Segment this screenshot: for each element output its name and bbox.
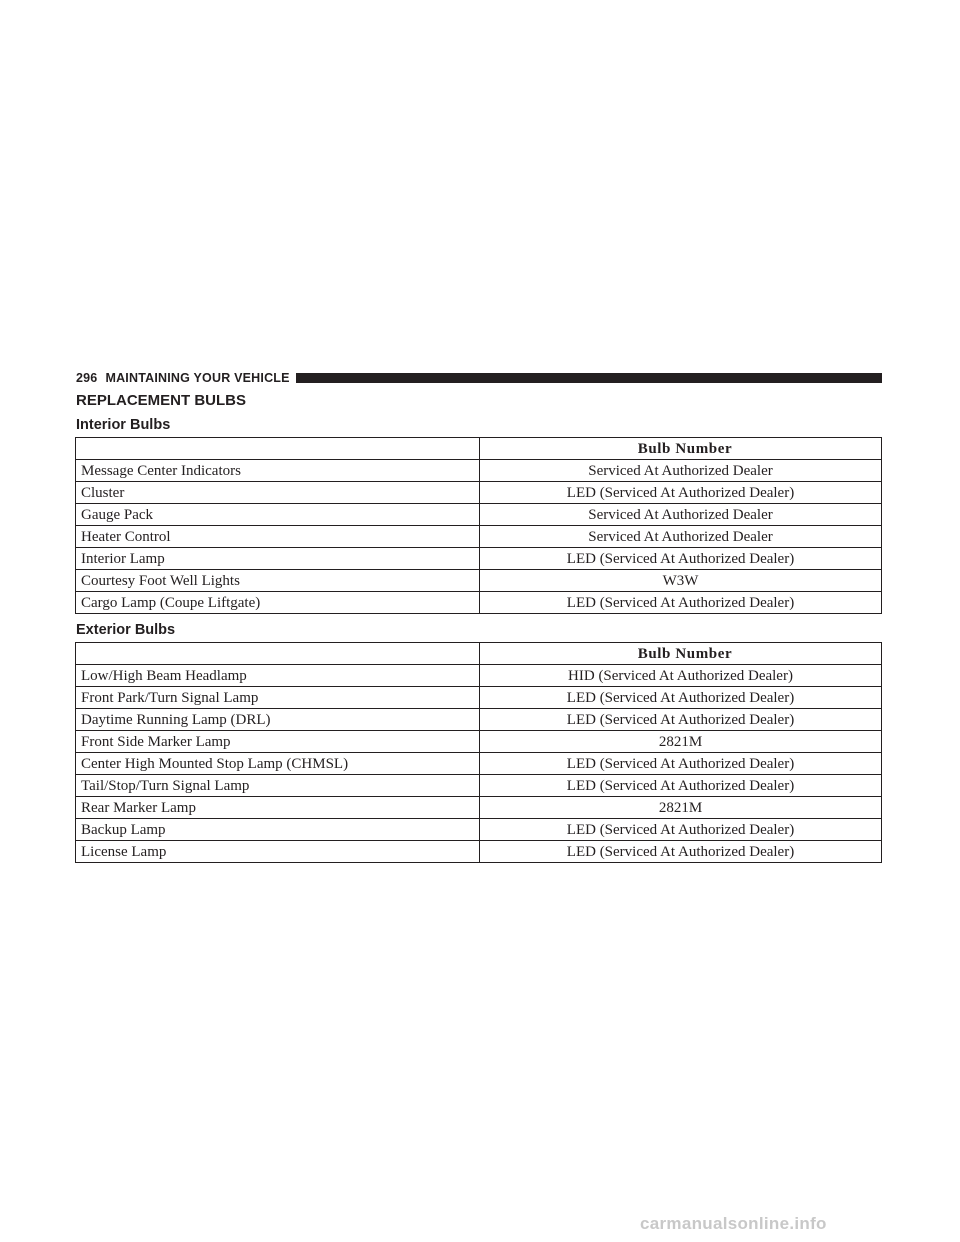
- lamp-name-cell: Courtesy Foot Well Lights: [76, 570, 480, 592]
- page-header: [76, 370, 882, 386]
- table-header-row: [76, 643, 882, 665]
- table-row: [76, 797, 882, 819]
- bulb-number-cell: LED (Serviced At Authorized Dealer): [480, 841, 882, 863]
- lamp-name-cell: Low/High Beam Headlamp: [76, 665, 480, 687]
- exterior-bulbs-table: [75, 642, 882, 863]
- bulb-number-cell: Serviced At Authorized Dealer: [480, 460, 882, 482]
- lamp-name-cell: Center High Mounted Stop Lamp (CHMSL): [76, 753, 480, 775]
- table-row: [76, 753, 882, 775]
- table-row: [76, 819, 882, 841]
- bulb-number-cell: LED (Serviced At Authorized Dealer): [480, 482, 882, 504]
- table-header-bulb-number: Bulb Number: [480, 643, 882, 665]
- exterior-bulbs-heading: Exterior Bulbs: [76, 622, 176, 638]
- table-row: [76, 460, 882, 482]
- table-row: [76, 526, 882, 548]
- table-header-bulb-number: Bulb Number: [480, 438, 882, 460]
- bulb-number-cell: HID (Serviced At Authorized Dealer): [480, 665, 882, 687]
- lamp-name-cell: Cluster: [76, 482, 480, 504]
- bulb-number-cell: LED (Serviced At Authorized Dealer): [480, 775, 882, 797]
- lamp-name-cell: Message Center Indicators: [76, 460, 480, 482]
- bulb-number-cell: LED (Serviced At Authorized Dealer): [480, 548, 882, 570]
- bulb-number-cell: LED (Serviced At Authorized Dealer): [480, 687, 882, 709]
- table-header-empty: [76, 438, 480, 460]
- lamp-name-cell: Front Side Marker Lamp: [76, 731, 480, 753]
- lamp-name-cell: Front Park/Turn Signal Lamp: [76, 687, 480, 709]
- table-row: [76, 775, 882, 797]
- lamp-name-cell: Tail/Stop/Turn Signal Lamp: [76, 775, 480, 797]
- page-number: 296: [76, 371, 98, 385]
- table-row: [76, 504, 882, 526]
- bulb-number-cell: LED (Serviced At Authorized Dealer): [480, 819, 882, 841]
- lamp-name-cell: Cargo Lamp (Coupe Liftgate): [76, 592, 480, 614]
- lamp-name-cell: Daytime Running Lamp (DRL): [76, 709, 480, 731]
- table-header-row: [76, 438, 882, 460]
- section-title: MAINTAINING YOUR VEHICLE: [105, 371, 290, 385]
- exterior-table-body: [76, 665, 882, 863]
- lamp-name-cell: Rear Marker Lamp: [76, 797, 480, 819]
- interior-table-body: [76, 460, 882, 614]
- bulb-number-cell: 2821M: [480, 731, 882, 753]
- table-row: [76, 731, 882, 753]
- bulb-number-cell: LED (Serviced At Authorized Dealer): [480, 709, 882, 731]
- table-row: [76, 548, 882, 570]
- bulb-number-cell: Serviced At Authorized Dealer: [480, 526, 882, 548]
- bulb-number-cell: 2821M: [480, 797, 882, 819]
- table-row: [76, 841, 882, 863]
- lamp-name-cell: Backup Lamp: [76, 819, 480, 841]
- bulb-number-cell: Serviced At Authorized Dealer: [480, 504, 882, 526]
- lamp-name-cell: Gauge Pack: [76, 504, 480, 526]
- table-row: [76, 687, 882, 709]
- bulb-number-cell: W3W: [480, 570, 882, 592]
- page-title: REPLACEMENT BULBS: [76, 392, 247, 409]
- bulb-number-cell: LED (Serviced At Authorized Dealer): [480, 753, 882, 775]
- watermark: carmanualsonline.info: [640, 1214, 827, 1233]
- table-row: [76, 592, 882, 614]
- table-row: [76, 665, 882, 687]
- lamp-name-cell: Interior Lamp: [76, 548, 480, 570]
- bulb-number-cell: LED (Serviced At Authorized Dealer): [480, 592, 882, 614]
- interior-bulbs-table: [75, 437, 882, 614]
- table-row: [76, 709, 882, 731]
- table-header-empty: [76, 643, 480, 665]
- header-rule: [296, 373, 882, 383]
- table-row: [76, 482, 882, 504]
- interior-bulbs-heading: Interior Bulbs: [76, 417, 171, 433]
- lamp-name-cell: License Lamp: [76, 841, 480, 863]
- lamp-name-cell: Heater Control: [76, 526, 480, 548]
- table-row: [76, 570, 882, 592]
